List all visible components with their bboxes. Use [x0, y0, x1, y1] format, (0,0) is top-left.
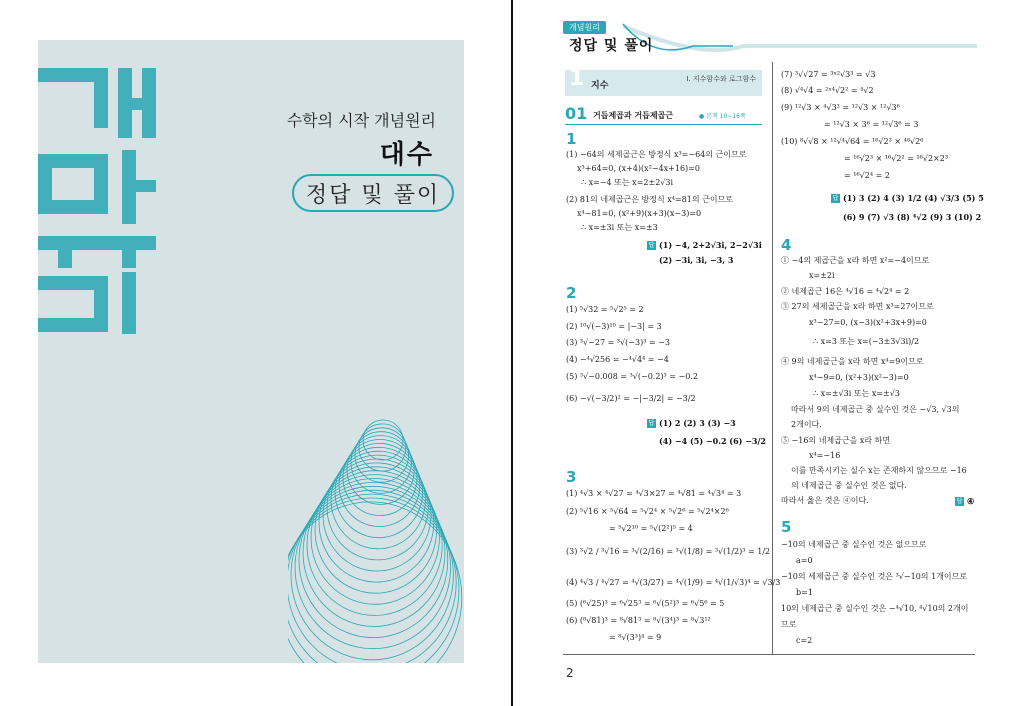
cover-title: 대수 — [379, 140, 434, 170]
answer-line — [647, 418, 736, 428]
section-page-reference: ● 본책 10~16쪽 — [699, 113, 746, 120]
footer-rule — [563, 654, 975, 655]
solution-line: = ⁸√(3³)⁴ = 9 — [609, 633, 662, 642]
solution-line: (2) ¹⁰√(−3)¹⁰ = |−3| = 3 — [566, 322, 662, 331]
problem-number: 2 — [566, 284, 577, 302]
answer-badge: 답 — [832, 195, 839, 202]
solution-line: (2) 81의 네제곱근은 방정식 x⁴=81의 근이므로 — [566, 195, 734, 204]
solution-line: (1) ⁵√32 = ⁵√2⁵ = 2 — [566, 305, 644, 314]
solution-line: 므로 — [781, 620, 797, 629]
solution-line: (2) ⁵√16 × ⁵√64 = ⁵√2⁴ × ⁵√2⁶ = ⁵√2⁴×2⁶ — [566, 507, 729, 516]
solution-line: (1) ⁴√3 × ⁴√27 = ⁴√3×27 = ⁴√81 = ⁴√3⁴ = 3 — [566, 489, 742, 498]
answer-text: (1) −4, 2+2√3i, 2−2√3i — [659, 240, 762, 250]
solution-line: 따라서 옳은 것은 ④이다. — [781, 496, 869, 505]
solution-line: 따라서 9의 네제곱근 중 실수인 것은 −√3, √3의 — [791, 405, 960, 414]
solution-line: ∴ x=±3i 또는 x=±3 — [581, 223, 658, 232]
solution-line: (9) ¹²√3 × ⁴√3² = ¹²√3 × ¹²√3⁶ — [781, 103, 900, 112]
decorative-circle — [291, 490, 453, 660]
problem-number: 4 — [781, 236, 792, 254]
chapter-banner — [565, 66, 762, 96]
solution-line: (8) √⁴√4 = ²ˣ⁴√2² = ⁴√2 — [781, 86, 874, 95]
solution-line: a=0 — [796, 556, 813, 565]
solution-line: ∴ x=3 또는 x=(−3±3√3i)/2 — [813, 337, 920, 346]
solution-line: (6) (⁸√81)³ = ⁸√81³ = ⁸√(3⁴)³ = ⁸√3¹² — [566, 616, 711, 625]
solution-line: ∴ x=−4 또는 x=2±2√3i — [581, 178, 674, 187]
answer-line: (2) −3i, 3i, −3, 3 — [659, 255, 734, 265]
solution-line: = ¹²√3 × 3⁶ = ¹²√3⁶ = 3 — [824, 120, 919, 129]
section-number: 01 — [565, 104, 588, 123]
solution-line: 10의 네제곱근 중 실수인 것은 −⁴√10, ⁴√10의 2개이 — [781, 604, 969, 613]
solution-line: −10의 세제곱근 중 실수인 것은 ³√−10의 1개이므로 — [781, 572, 968, 581]
solution-line: = ¹⁶√2³ × ¹⁶√2² = ¹⁶√2×2³ — [844, 154, 949, 163]
cover-page — [0, 0, 511, 706]
brand-logo-vertical — [38, 68, 168, 338]
solution-line: −10의 네제곱근 중 실수인 것은 없으므로 — [781, 540, 927, 549]
problem-number: 3 — [566, 468, 577, 486]
solution-line: ⑤ −16의 네제곱근을 x라 하면 — [781, 436, 891, 445]
solution-line: ∴ x=±√3i 또는 x=±√3 — [813, 389, 900, 398]
solution-line: x=±2i — [809, 271, 835, 280]
solution-line: ① −4의 제곱근을 x라 하면 x²=−4이므로 — [781, 256, 930, 265]
answer-text: ④ — [967, 496, 975, 506]
problem-number: 5 — [781, 518, 792, 536]
header-title: 정답 및 풀이 — [569, 38, 654, 54]
solution-line: b=1 — [796, 588, 813, 597]
solution-line: 의 네제곱근 중 실수인 것은 없다. — [791, 481, 907, 490]
solution-line: ③ 27의 세제곱근을 x라 하면 x³=27이므로 — [781, 302, 934, 311]
solution-line: (5) ³√−0.008 = ³√(−0.2)³ = −0.2 — [566, 372, 698, 381]
solution-line: = ¹⁶√2⁴ = 2 — [844, 171, 890, 180]
solution-line: 이를 만족시키는 실수 x는 존재하지 않으므로 −16 — [791, 466, 967, 475]
answer-line — [831, 193, 984, 203]
decorative-circle — [295, 486, 451, 648]
solution-line: c=2 — [796, 636, 813, 645]
answer-text: (1) 3 (2) 4 (3) 1/2 (4) √3/3 (5) 5 — [843, 193, 984, 203]
section-name: 거듭제곱과 거듭제곱근 — [593, 111, 674, 120]
chapter-name: 지수 — [591, 81, 609, 91]
cover-pill-label: 정답 및 풀이 — [292, 174, 454, 212]
section-rule — [565, 124, 762, 125]
answer-line: (6) 9 (7) √3 (8) ⁴√2 (9) 3 (10) 2 — [843, 212, 982, 222]
answer-badge: 답 — [648, 242, 655, 249]
solution-line: (3) ³√−27 = ³√(−3)³ = −3 — [566, 338, 670, 347]
chapter-unit-title: Ⅰ. 지수함수와 로그함수 — [686, 75, 756, 83]
solution-line: 2개이다. — [791, 420, 822, 429]
answer-badge: 답 — [956, 498, 963, 505]
solution-line: (4) −⁴√256 = −⁴√4⁴ = −4 — [566, 355, 669, 364]
solution-line: x⁴=−16 — [809, 451, 841, 460]
page-number: 2 — [566, 666, 574, 680]
solution-line: (6) −√(−3/2)² = −|−3/2| = −3/2 — [566, 394, 696, 403]
decorative-circle — [307, 475, 442, 616]
solution-line: ④ 9의 네제곱근을 x라 하면 x⁴=9이므로 — [781, 357, 924, 366]
solution-line: (4) ⁴√3 / ⁴√27 = ⁴√(3/27) = ⁴√(1/9) = ⁴√(1/√3)⁴ = √3/3 — [566, 578, 781, 587]
solution-line: x⁴−9=0, (x²+3)(x²−3)=0 — [809, 373, 909, 382]
cover-panel — [38, 40, 464, 663]
solution-line: x⁴−81=0, (x²+9)(x+3)(x−3)=0 — [577, 209, 702, 218]
solution-line: (5) (⁶√25)³ = ⁶√25³ = ⁶√(5²)³ = ⁶√5⁶ = 5 — [566, 599, 725, 608]
solution-line: x³−27=0, (x−3)(x²+3x+9)=0 — [809, 318, 927, 327]
solution-line: (3) ³√2 / ³√16 = ³√(2/16) = ³√(1/8) = ³√(1/2)³ = 1/2 — [566, 547, 771, 556]
solution-line: (7) ³√√27 = ³ˣ²√3³ = √3 — [781, 70, 876, 79]
decorative-circles-graphic — [288, 400, 464, 663]
decorative-circle — [339, 443, 420, 526]
solution-line: x³+64=0, (x+4)(x²−4x+16)=0 — [577, 164, 700, 173]
answer-badge: 답 — [648, 420, 655, 427]
problem-number: 1 — [566, 130, 577, 148]
answers-page — [513, 0, 1024, 706]
chapter-number: 1 — [569, 66, 585, 91]
solution-line: (1) −64의 세제곱근은 방정식 x³=−64의 근이므로 — [566, 150, 747, 159]
answer-line — [647, 240, 762, 250]
column-divider — [772, 62, 773, 654]
cover-subtitle: 수학의 시작 개념원리 — [286, 111, 436, 130]
solution-line: ② 네제곱근 16은 ⁴√16 = ⁴√2⁴ = 2 — [781, 287, 910, 296]
solution-line: = ⁵√2¹⁰ = ⁵√(2²)⁵ = 4 — [609, 524, 693, 533]
solution-line: (10) ⁸√√8 × ¹²√⁴√64 = ¹⁶√2³ × ⁴⁸√2⁶ — [781, 137, 924, 146]
answer-line: (4) −4 (5) −0.2 (6) −3/2 — [659, 436, 766, 446]
header-brand-label: 개념원리 — [563, 21, 606, 34]
answer-text: (1) 2 (2) 3 (3) −3 — [659, 418, 736, 428]
answer-line — [955, 496, 974, 506]
